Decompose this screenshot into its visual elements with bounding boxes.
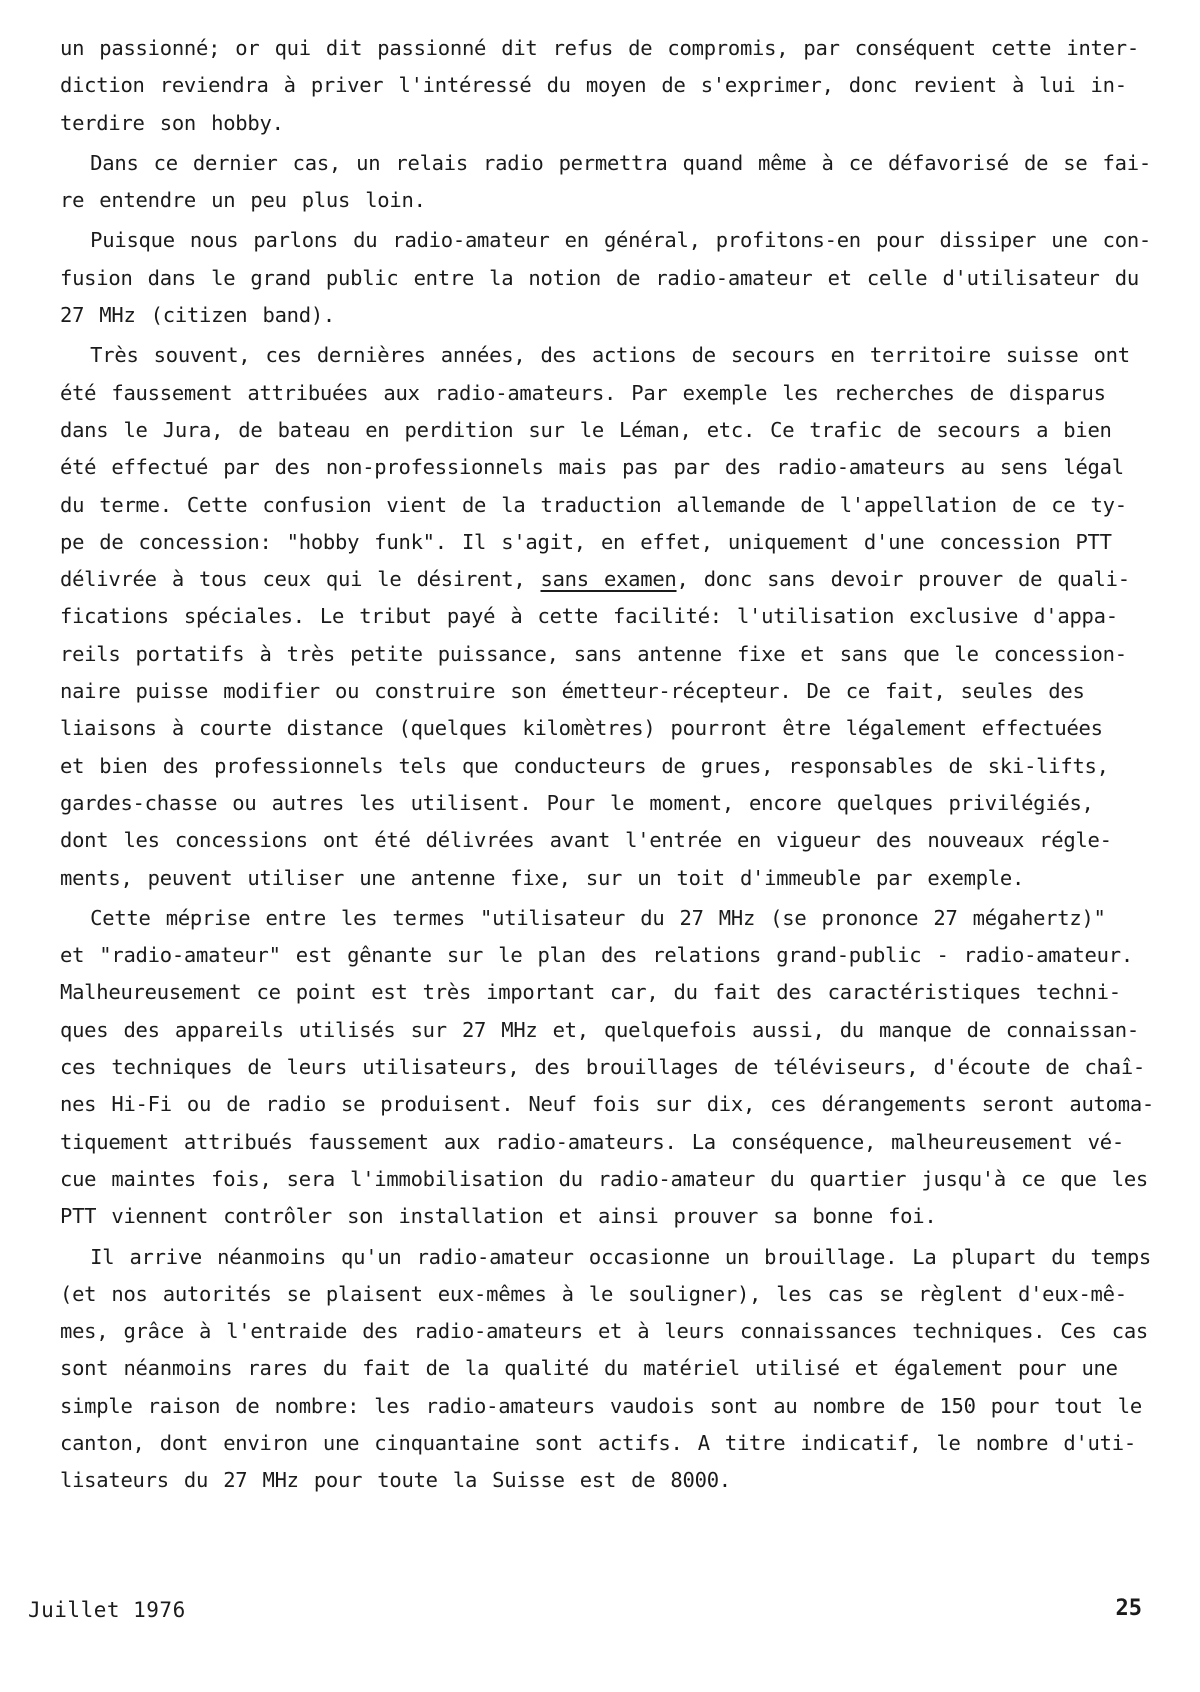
text-line: terdire son hobby.: [60, 110, 284, 135]
paragraph: [60, 222, 1152, 334]
text-line: diction reviendra à priver l'intéressé du moyen de s'exprimer, donc revient à lui in-: [60, 73, 1127, 98]
underlined-phrase: sans examen: [540, 567, 677, 592]
paragraph: [60, 337, 1140, 896]
text-line: ments, peuvent utiliser une antenne fixe, sur un toit d'immeuble par exemple.: [60, 865, 1025, 890]
paragraph: [60, 900, 1155, 1236]
text-line: dans le Jura, de bateau en perdition sur le Léman, etc. Ce trafic de secours a bien: [60, 417, 1112, 442]
text-segment: , donc sans devoir prouver de quali-: [676, 567, 1130, 592]
text-line: simple raison de nombre: les radio-amateurs vaudois sont au nombre de 150 pour tout le: [60, 1393, 1142, 1418]
text-line: ques des appareils utilisés sur 27 MHz et, quelquefois aussi, du manque de connaissan-: [60, 1017, 1139, 1042]
text-line: nes Hi-Fi ou de radio se produisent. Neuf fois sur dix, ces dérangements seront automa-: [60, 1092, 1155, 1117]
text-line: liaisons à courte distance (quelques kilomètres) pourront être légalement effectuées: [60, 716, 1103, 741]
text-segment: délivrée à tous ceux qui le désirent,: [60, 567, 541, 592]
text-line: pe de concession: "hobby funk". Il s'agit, en effet, uniquement d'une concession PTT: [60, 529, 1112, 554]
text-line: Dans ce dernier cas, un relais radio permettra quand même à ce défavorisé de se fai-: [60, 150, 1151, 175]
text-line: sont néanmoins rares du fait de la qualité du matériel utilisé et également pour une: [60, 1356, 1118, 1381]
text-line: lisateurs du 27 MHz pour toute la Suisse est de 8000.: [60, 1468, 731, 1493]
text-line: gardes-chasse ou autres les utilisent. Pour le moment, encore quelques privilégiés,: [60, 790, 1094, 815]
text-line: été faussement attribuées aux radio-amateurs. Par exemple les recherches de disparus: [60, 380, 1106, 405]
article-body: [60, 30, 1155, 1500]
text-line: naire puisse modifier ou construire son émetteur-récepteur. De ce fait, seules des: [60, 679, 1085, 704]
text-line: fusion dans le grand public entre la notion de radio-amateur et celle d'utilisateur du: [60, 265, 1139, 290]
text-line: mes, grâce à l'entraide des radio-amateurs et à leurs connaissances techniques. Ces cas: [60, 1319, 1149, 1344]
paragraph: [60, 30, 1140, 142]
text-line: ces techniques de leurs utilisateurs, des brouillages de téléviseurs, d'écoute de chaî-: [60, 1055, 1146, 1080]
text-line: cue maintes fois, sera l'immobilisation du radio-amateur du quartier jusqu'à ce que les: [60, 1166, 1149, 1191]
text-line: un passionné; or qui dit passionné dit refus de compromis, par conséquent cette inter-: [60, 36, 1139, 60]
paragraph: [60, 145, 1151, 220]
text-line: et "radio-amateur" est gênante sur le plan des relations grand-public - radio-amateur.: [60, 943, 1133, 968]
text-line: Très souvent, ces dernières années, des actions de secours en territoire suisse ont: [60, 343, 1130, 368]
page-number: 25: [1115, 1596, 1142, 1621]
text-line: reils portatifs à très petite puissance, sans antenne fixe et sans que le concession-: [60, 641, 1127, 666]
text-line: PTT viennent contrôler son installation et ainsi prouver sa bonne foi.: [60, 1204, 937, 1229]
text-line-with-underline: [60, 561, 1140, 598]
footer-date: Juillet 1976: [28, 1598, 186, 1622]
text-line: Cette méprise entre les termes "utilisateur du 27 MHz (se prononce 27 mégahertz)": [60, 905, 1106, 930]
text-line: et bien des professionnels tels que conducteurs de grues, responsables de ski-lifts,: [60, 753, 1109, 778]
text-line: tiquement attribués faussement aux radio-amateurs. La conséquence, malheureusement vé-: [60, 1129, 1124, 1154]
text-line: Malheureusement ce point est très important car, du fait des caractéristiques techni-: [60, 980, 1121, 1005]
text-line: canton, dont environ une cinquantaine sont actifs. A titre indicatif, le nombre d'uti-: [60, 1430, 1136, 1455]
text-line: fications spéciales. Le tribut payé à cette facilité: l'utilisation exclusive d'appa-: [60, 604, 1118, 629]
paragraph: [60, 1239, 1152, 1500]
text-line: re entendre un peu plus loin.: [60, 188, 426, 213]
text-line: (et nos autorités se plaisent eux-mêmes à le souligner), les cas se règlent d'eux-mê-: [60, 1281, 1127, 1306]
text-line: été effectué par des non-professionnels mais pas par des radio-amateurs au sens légal: [60, 455, 1124, 480]
text-line: du terme. Cette confusion vient de la traduction allemande de l'appellation de ce ty-: [60, 492, 1127, 517]
text-line: Il arrive néanmoins qu'un radio-amateur occasionne un brouillage. La plupart du temps: [60, 1244, 1152, 1269]
text-line: 27 MHz (citizen band).: [60, 303, 336, 328]
text-line: Puisque nous parlons du radio-amateur en général, profitons-en pour dissiper une con-: [60, 228, 1152, 253]
text-line: dont les concessions ont été délivrées avant l'entrée en vigueur des nouveaux régle-: [60, 828, 1112, 853]
